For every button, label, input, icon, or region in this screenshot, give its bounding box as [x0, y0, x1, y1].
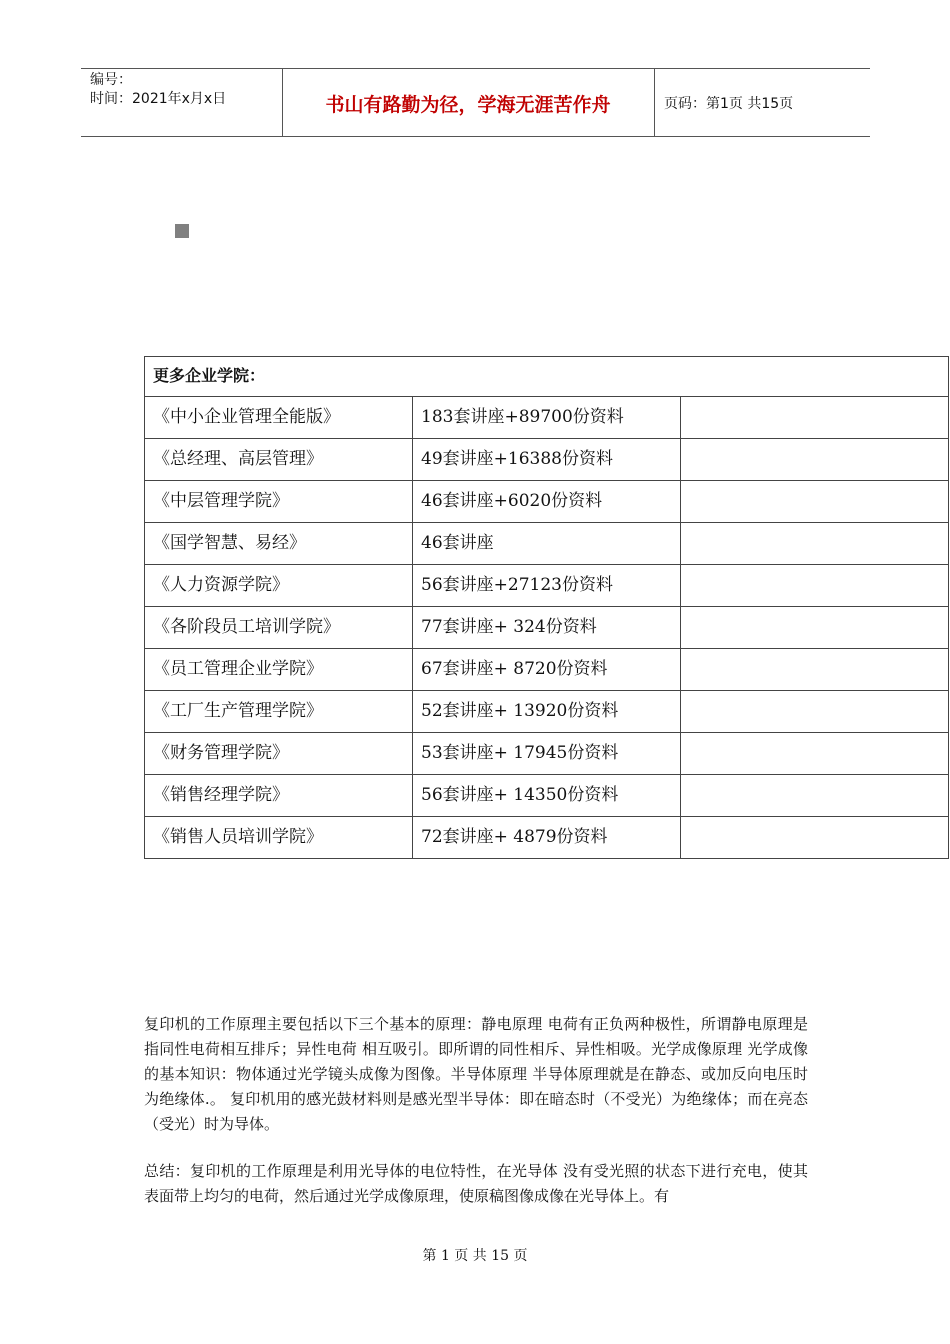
- header-bottom-rule: [81, 136, 870, 137]
- course-count-cell: 67套讲座+ 8720份资料: [413, 649, 681, 691]
- course-count-cell: 183套讲座+89700份资料: [413, 397, 681, 439]
- course-name-cell: 《工厂生产管理学院》: [145, 691, 413, 733]
- course-name-cell: 《国学智慧、易经》: [145, 523, 413, 565]
- table-row: [145, 649, 949, 691]
- course-extra-cell: [681, 775, 949, 817]
- table-row: [145, 733, 949, 775]
- course-name-cell: 《中小企业管理全能版》: [145, 397, 413, 439]
- course-count-cell: 46套讲座: [413, 523, 681, 565]
- course-name-cell: 《中层管理学院》: [145, 481, 413, 523]
- page-footer: 第 1 页 共 15 页: [422, 1248, 528, 1264]
- table-row: [145, 523, 949, 565]
- course-name-cell: 《销售经理学院》: [145, 775, 413, 817]
- table-row: [145, 817, 949, 859]
- course-name-cell: 《人力资源学院》: [145, 565, 413, 607]
- document-number-label: 编号：: [90, 72, 132, 88]
- header-page-info: 页码：第1页 共15页: [664, 96, 794, 112]
- course-extra-cell: [681, 481, 949, 523]
- course-extra-cell: [681, 397, 949, 439]
- table-row: [145, 439, 949, 481]
- course-name-cell: 《员工管理企业学院》: [145, 649, 413, 691]
- table-row: [145, 481, 949, 523]
- square-bullet-icon: [175, 224, 189, 238]
- table-row: [145, 691, 949, 733]
- course-count-cell: 52套讲座+ 13920份资料: [413, 691, 681, 733]
- header-motto: 书山有路勤为径，学海无涯苦作舟: [325, 94, 611, 116]
- table-row: [145, 565, 949, 607]
- table-title-row: [145, 357, 949, 397]
- course-extra-cell: [681, 607, 949, 649]
- course-count-cell: 56套讲座+27123份资料: [413, 565, 681, 607]
- body-paragraph-summary: 总结：复印机的工作原理是利用光导体的电位特性，在光导体 没有受光照的状态下进行充电，使其表面带上均匀的电荷，然后通过光学成像原理，使原稿图像成像在光导体上。有: [144, 1162, 808, 1205]
- header-meta: [90, 71, 226, 109]
- table-row: [145, 397, 949, 439]
- document-time-label: 时间：2021年x月x日: [90, 91, 227, 107]
- course-name-cell: 《销售人员培训学院》: [145, 817, 413, 859]
- course-count-cell: 77套讲座+ 324份资料: [413, 607, 681, 649]
- course-count-cell: 72套讲座+ 4879份资料: [413, 817, 681, 859]
- course-extra-cell: [681, 439, 949, 481]
- course-count-cell: 49套讲座+16388份资料: [413, 439, 681, 481]
- course-name-cell: 《总经理、高层管理》: [145, 439, 413, 481]
- body-paragraph-principles: 复印机的工作原理主要包括以下三个基本的原理：静电原理 电荷有正负两种极性，所谓静电原理是指同性电荷相互排斥；异性电荷 相互吸引。即所谓的同性相斥、异性相吸。光学成像原理 光学成像的基本知识：物体通过光学镜头成像为图像。半导体原理 半导体原理就是在静态、或加反向电压时为绝缘体.。 复印机用的感光鼓材料则是感光型半导体：即在暗态时（不受光）为绝缘体；而在亮态（受光）时为导体。: [144, 1015, 808, 1133]
- table-row: [145, 607, 949, 649]
- header-top-rule: [81, 68, 870, 69]
- course-extra-cell: [681, 691, 949, 733]
- course-count-cell: 53套讲座+ 17945份资料: [413, 733, 681, 775]
- course-name-cell: 《各阶段员工培训学院》: [145, 607, 413, 649]
- course-extra-cell: [681, 817, 949, 859]
- course-extra-cell: [681, 565, 949, 607]
- course-count-cell: 46套讲座+6020份资料: [413, 481, 681, 523]
- header-divider-right: [654, 68, 655, 136]
- table-title: 更多企业学院：: [145, 357, 949, 397]
- course-name-cell: 《财务管理学院》: [145, 733, 413, 775]
- table-row: [145, 775, 949, 817]
- course-table: [144, 356, 949, 859]
- course-count-cell: 56套讲座+ 14350份资料: [413, 775, 681, 817]
- course-extra-cell: [681, 523, 949, 565]
- course-extra-cell: [681, 649, 949, 691]
- course-extra-cell: [681, 733, 949, 775]
